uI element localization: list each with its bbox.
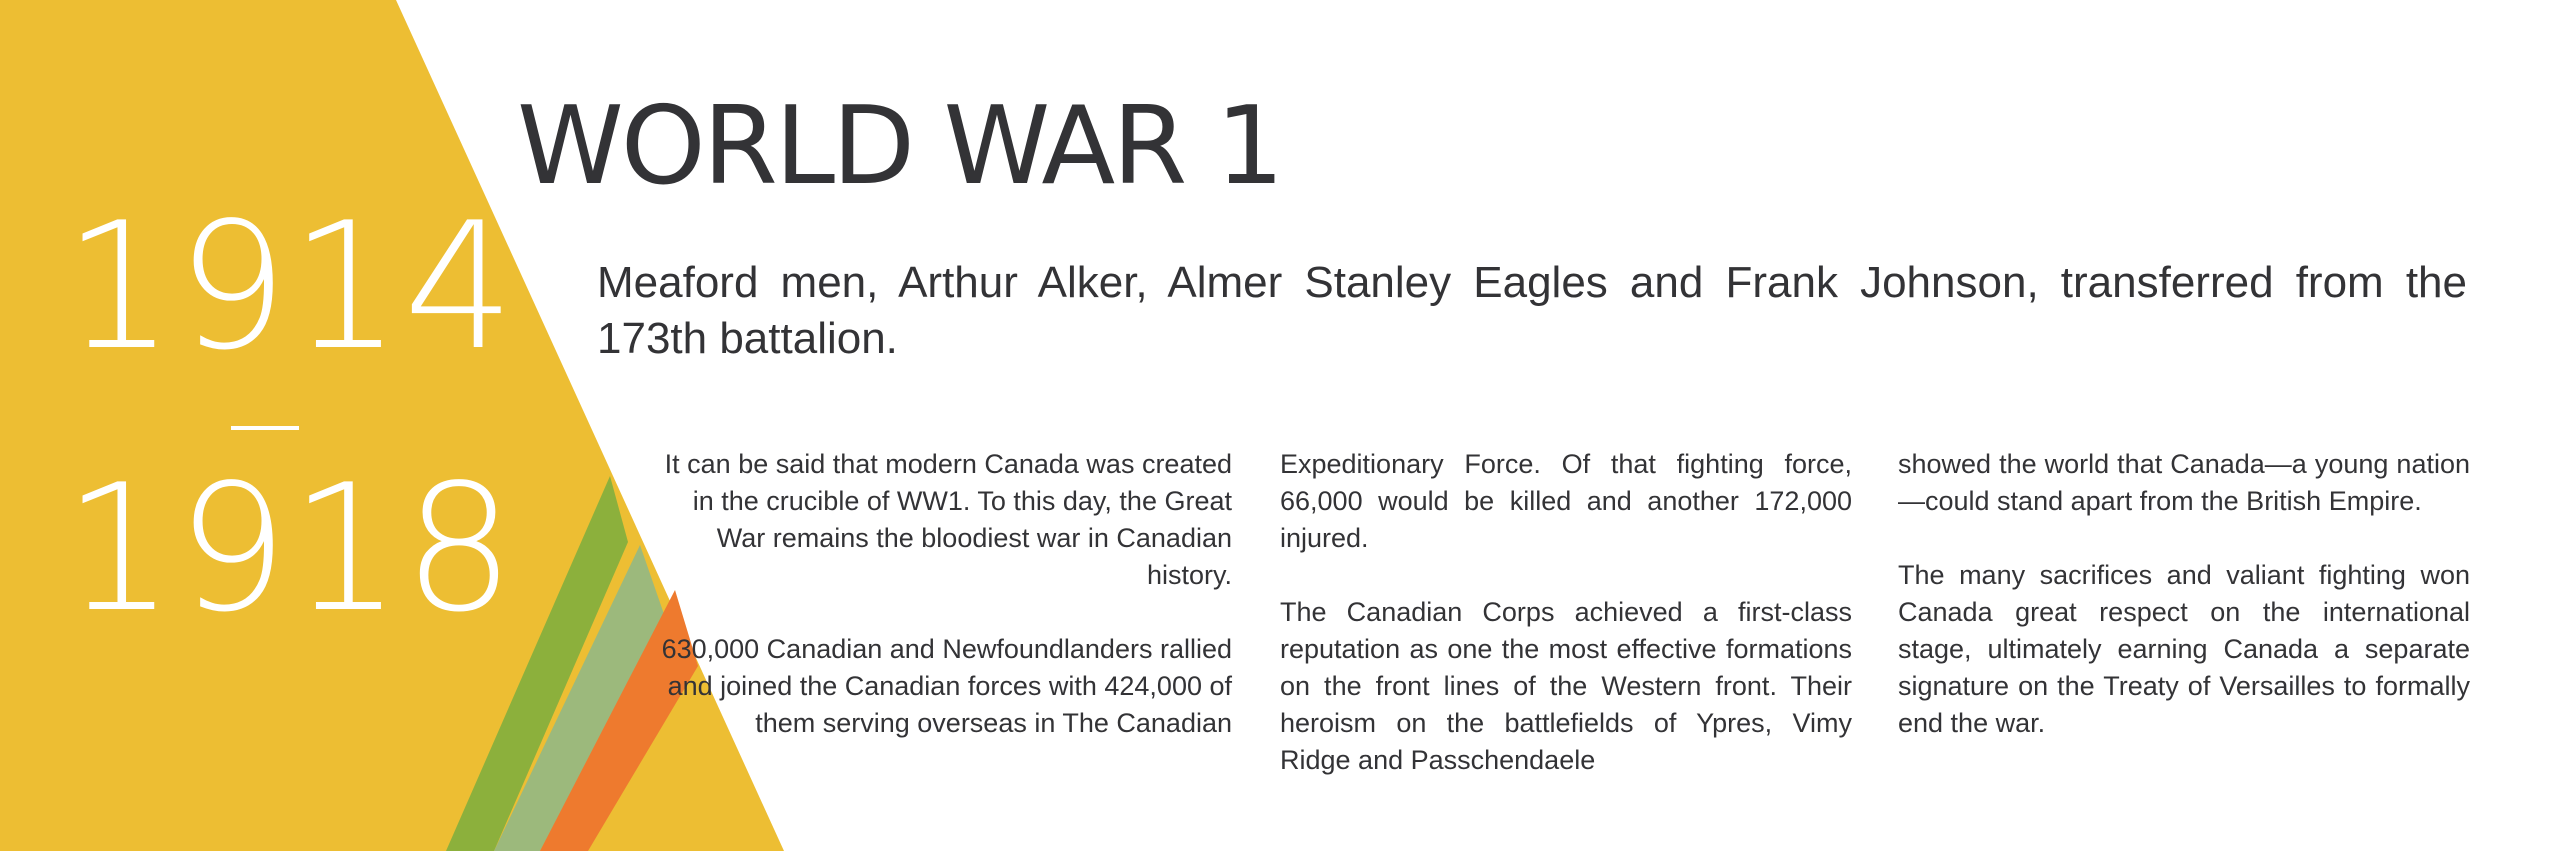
column-3-paragraph-1: showed the world that Canada—a young nation—could stand apart from the British Empire. xyxy=(1898,449,2470,516)
page-title: WORLD WAR 1 xyxy=(517,84,1282,209)
column-3-paragraph-2: The many sacrifices and valiant fighting won Canada great respect on the international stage, ultimately earning Canada a separate signature on the Treaty of Versailles to formally end the war. xyxy=(1898,560,2470,738)
end-year: 1918 xyxy=(63,448,517,651)
column-2-paragraph-2: The Canadian Corps achieved a first-class reputation as one the most effective formations on the front lines of the Western front. Their heroism on the battlefields of Ypres, Vimy Ridge and Passchendaele xyxy=(1280,597,1852,775)
column-2-paragraph-1: Expeditionary Force. Of that fighting force, 66,000 would be killed and another 172,000 injured. xyxy=(1280,449,1852,553)
text-column-2 xyxy=(1280,446,1852,816)
subtitle: Meaford men, Arthur Alker, Almer Stanley Eagles and Frank Johnson, transferred from the 173th battalion. xyxy=(597,258,2467,363)
text-column-3 xyxy=(1898,446,2470,779)
year-range-dash xyxy=(231,426,299,430)
column-1-paragraph-2: 630,000 Canadian and Newfoundlanders rallied and joined the Canadian forces with 424,000 of them serving overseas in The Canadian xyxy=(661,634,1232,738)
column-1-paragraph-1: It can be said that modern Canada was created in the crucible of WW1. To this day, the Great War remains the bloodiest war in Canadian history. xyxy=(664,449,1232,590)
text-column-1 xyxy=(640,446,1232,779)
start-year: 1914 xyxy=(63,186,517,389)
